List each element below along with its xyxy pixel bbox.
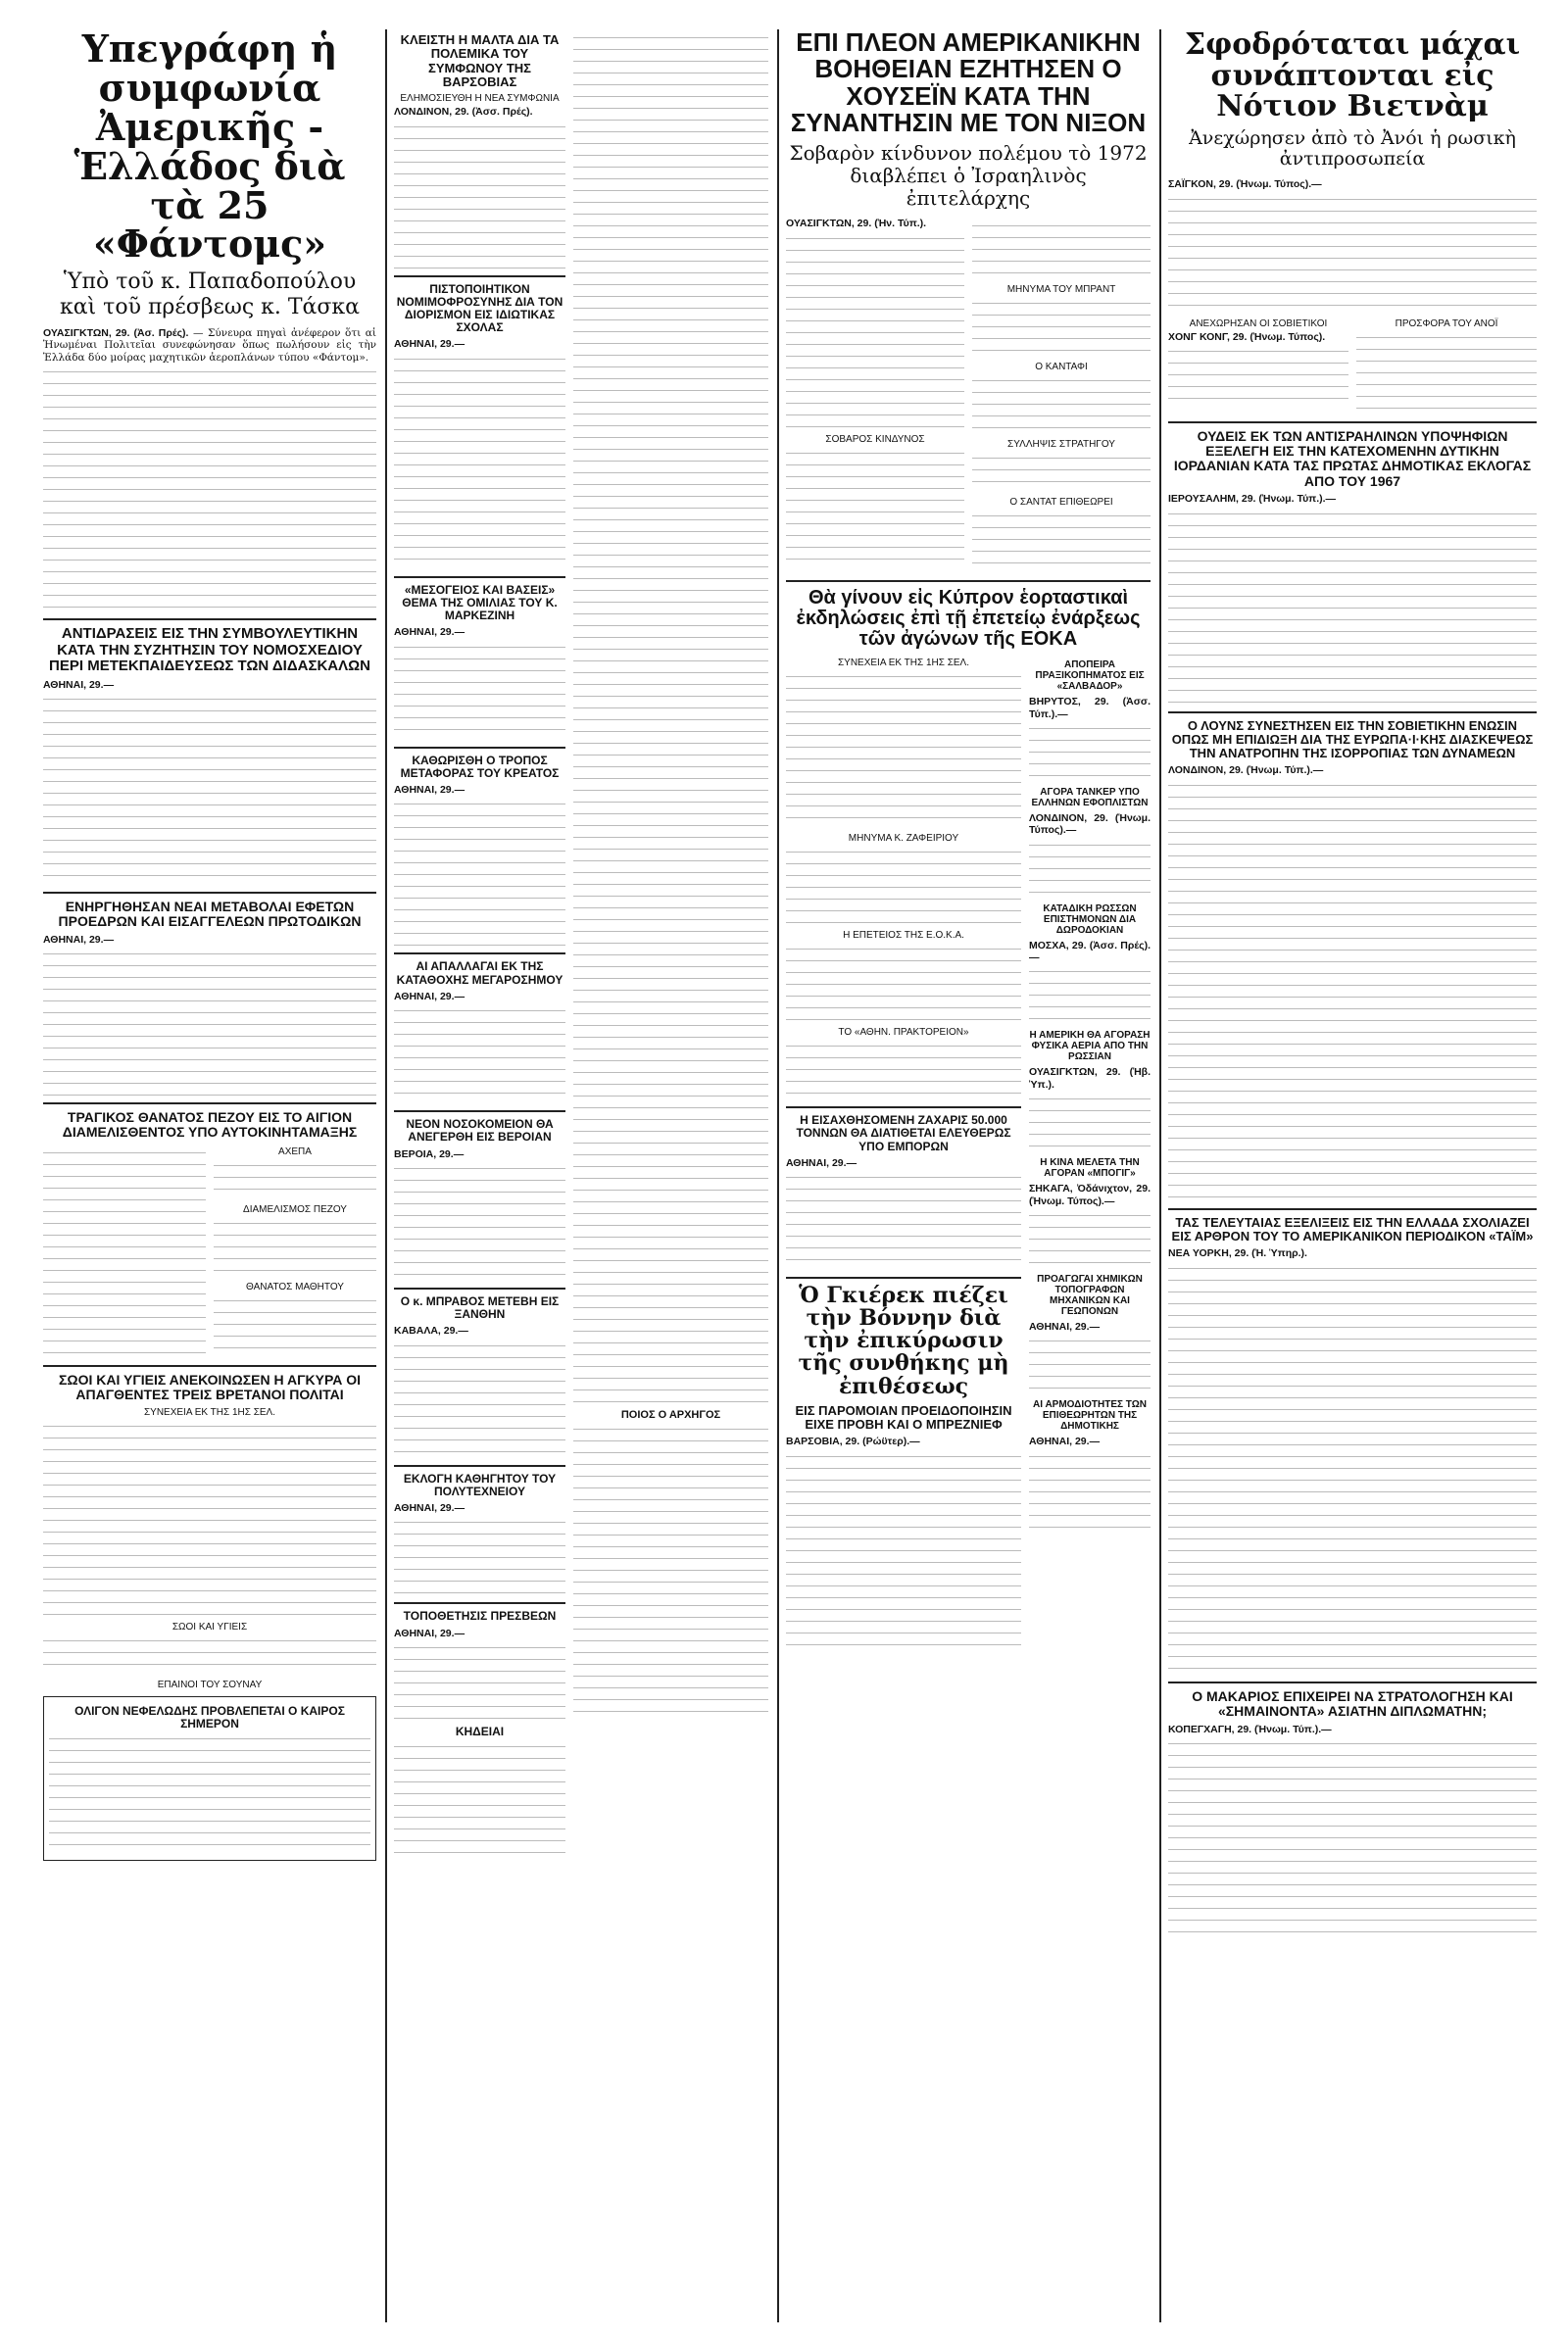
story-body: ΣΗΚΑΓΑ, Ὀδάνιχτον, 29. (Ἡνωμ. Τύπος).— [1029, 1183, 1153, 1207]
divider [43, 1102, 376, 1104]
story-headline: ΕΚΛΟΓΗ ΚΑΘΗΓΗΤΟΥ ΤΟΥ ΠΟΛΥΤΕΧΝΕΙΟΥ [403, 1471, 557, 1498]
article-text [786, 1452, 1021, 1648]
divider [394, 952, 565, 954]
story-headline: ΠΟΙΟΣ Ο ΑΡΧΗΓΟΣ [620, 1409, 721, 1421]
article-text [1168, 1739, 1537, 1935]
article-text [394, 1643, 565, 1722]
article-text [43, 1148, 206, 1354]
article-text [394, 643, 565, 741]
box-headline: ΚΛΕΙΣΤΗ Η ΜΑΛΤΑ ΔΙΑ ΤΑ ΠΟΛΕΜΙΚΑ ΤΟΥ ΣΥΜΦΩΝΟΥ ΤΗΣ ΒΑΡΣΟΒΙΑΣ [400, 32, 560, 89]
story-body: ΜΟΣΧΑ, 29. (Ἀσσ. Πρές).— [1029, 939, 1151, 964]
article-text [394, 800, 565, 947]
article-text [1168, 195, 1537, 313]
divider [394, 1602, 565, 1604]
story-body: ΚΑΒΑΛΑ, 29.— [394, 1325, 468, 1338]
article-text [49, 1734, 370, 1852]
section-kicker: ΣΥΝΕΧΕΙΑ ΕΚ ΤΗΣ 1ΗΣ ΣΕΛ. [837, 658, 970, 669]
divider [43, 892, 376, 894]
article-text [1168, 510, 1537, 706]
gierek-subhead: ΕΙΣ ΠΑΡΟΜΟΙΑΝ ΠΡΟΕΙΔΟΠΟΙΗΣΙΝ ΕΙΧΕ ΠΡΟΒΗ ΚΑΙ Ο ΜΠΡΕΖΝΙΕΦ [795, 1402, 1012, 1432]
story-headline: ΑΙ ΑΡΜΟΔΙΟΤΗΤΕΣ ΤΩΝ ΕΠΙΘΕΩΡΗΤΩΝ ΤΗΣ ΔΗΜΟΤΙΚΗΣ [1033, 1399, 1147, 1433]
divider [43, 1365, 376, 1367]
article-text [972, 512, 1151, 570]
article-text [43, 1422, 376, 1618]
story-body: ΟΥΑΣΙΓΚΤΩΝ, 29. (Ἡβ. Ὑπ.). [1029, 1066, 1153, 1091]
divider [786, 580, 1151, 582]
article-text [972, 376, 1151, 435]
divider [43, 618, 376, 620]
story-body: ΟΥΑΣΙΓΚΤΩΝ, 29. (Ἡν. Τύπ.). [786, 218, 927, 230]
column-rule [1159, 29, 1161, 2322]
divider [394, 1110, 565, 1112]
story-headline: Ο ΜΑΚΑΡΙΟΣ ΕΠΙΧΕΙΡΕΙ ΝΑ ΣΤΡΑΤΟΛΟΓΗΣΗ ΚΑΙ «ΣΗΜΑΙΝΟΝΤΑ» ΑΣΙΑΤΗΝ ΔΙΠΛΩΜΑΤΗΝ; [1192, 1687, 1513, 1720]
story-headline: Η ΑΜΕΡΙΚΗ ΘΑ ΑΓΟΡΑΣΗ ΦΥΣΙΚΑ ΑΕΡΙΑ ΑΠΟ ΤΗΝ ΡΩΣΣΙΑΝ [1029, 1030, 1151, 1063]
divider [1168, 711, 1537, 713]
section-kicker: ΣΩΟΙ ΚΑΙ ΥΓΙΕΙΣ [172, 1621, 248, 1633]
story-body: ΚΟΠΕΓΧΑΓΗ, 29. (Ἡνωμ. Τύπ.).— [1168, 1723, 1332, 1735]
article-text [394, 1164, 565, 1282]
story-body: ΑΘΗΝΑΙ, 29.— [786, 1156, 858, 1169]
article-text [972, 454, 1151, 493]
article-text [786, 234, 964, 430]
divider [1168, 421, 1537, 423]
story-headline: Ο ΛΟΥΝΣ ΣΥΝΕΣΤΗΣΕΝ ΕΙΣ ΤΗΝ ΣΟΒΙΕΤΙΚΗΝ ΕΝΩΣΙΝ ΟΠΩΣ ΜΗ ΕΠΙΔΙΩΞΗ ΔΙΑ ΤΗΣ ΕΥΡΩΠΑ·Ι·ΚΗΣ ΔΙΑΣΚΕΨΕΩΣ ΤΗΝ ΑΝΑΤΡΟΠΗΝ ΤΗΣ ΙΣΟΡΡΟΠΙΑΣ ΤΩΝ ΔΥΝΑΜΕΩΝ [1171, 717, 1534, 761]
article-text [214, 1161, 376, 1200]
column-4 [1168, 29, 1537, 2322]
divider [1168, 1682, 1537, 1683]
divider [786, 1106, 1021, 1108]
weather-box-title: ΟΛΙΓΟΝ ΝΕΦΕΛΩΔΗΣ ΠΡΟΒΛΕΠΕΤΑΙ Ο ΚΑΙΡΟΣ ΣΗΜΕΡΟΝ [74, 1703, 345, 1731]
story-body: ΑΘΗΝΑΙ, 29.— [1029, 1436, 1101, 1448]
story-headline: ΚΑΘΩΡΙΣΘΗ Ο ΤΡΟΠΟΣ ΜΕΤΑΦΟΡΑΣ ΤΟΥ ΚΡΕΑΤΟΣ [400, 753, 560, 780]
cyprus-headline: Θὰ γίνουν εἰς Κύπρον ἑορταστικαὶ ἐκδηλώσεις ἐπὶ τῇ ἐπετείῳ ἐνάρξεως τῶν ἀγώνων τῆς ΕΟΚΑ [796, 587, 1141, 651]
article-text [786, 672, 1021, 829]
story-headline: ΠΡΟΑΓΩΓΑΙ ΧΗΜΙΚΩΝ ΤΟΠΟΓΡΑΦΩΝ ΜΗΧΑΝΙΚΩΝ ΚΑΙ ΓΕΩΠΟΝΩΝ [1037, 1273, 1143, 1317]
column-2 [394, 29, 768, 2322]
section-kicker: ΕΠΑΙΝΟΙ ΤΟΥ ΣΟΥΝΑΥ [157, 1679, 263, 1690]
story-body: ΑΘΗΝΑΙ, 29.— [1029, 1320, 1101, 1333]
divider [394, 747, 565, 749]
story-body: ΑΘΗΝΑΙ, 29.— [394, 784, 466, 796]
story-headline: Ο κ. ΜΠΡΑΒΟΣ ΜΕΤΕΒΗ ΕΙΣ ΞΑΝΘΗΝ [400, 1293, 560, 1322]
story-headline: Η ΕΙΣΑΧΘΗΣΟΜΕΝΗ ΖΑΧΑΡΙΣ 50.000 ΤΟΝΝΩΝ ΘΑ ΔΙΑΤΙΘΕΤΑΙ ΕΛΕΥΘΕΡΩΣ ΥΠΟ ΕΜΠΟΡΩΝ [796, 1113, 1011, 1153]
divider [394, 576, 565, 578]
story-headline: ΕΝΗΡΓΗΘΗΣΑΝ ΝΕΑΙ ΜΕΤΑΒΟΛΑΙ ΕΦΕΤΩΝ ΠΡΟΕΔΡΩΝ ΚΑΙ ΕΙΣΑΓΓΕΛΕΩΝ ΠΡΩΤΟΔΙΚΩΝ [58, 898, 362, 930]
story-headline: ΠΙΣΤΟΠΟΙΗΤΙΚΟΝ ΝΟΜΙΜΟΦΡΟΣΥΝΗΣ ΔΙΑ ΤΟΝ ΔΙΟΡΙΣΜΟΝ ΕΙΣ ΙΔΙΩΤΙΚΑΣ ΣΧΟΛΑΣ [396, 281, 564, 335]
article-text [43, 1636, 376, 1676]
story-body: ΧΟΝΓ ΚΟΝΓ, 29. (Ἡνωμ. Τύπος). [1168, 330, 1326, 343]
section-kicker: ΕΛΗΜΟΣΙΕΥΘΗ Η ΝΕΑ ΣΥΜΦΩΝΙΑ [400, 93, 560, 105]
column-rule [385, 29, 387, 2322]
article-text [573, 1425, 768, 1719]
section-kicker: ΤΟ «ΑΘΗΝ. ΠΡΑΚΤΟΡΕΙΟΝ» [838, 1027, 969, 1039]
section-kicker: ΣΥΝΕΧΕΙΑ ΕΚ ΤΗΣ 1ΗΣ ΣΕΛ. [143, 1406, 276, 1418]
lead-subhead: Ἀνεχώρησεν ἀπὸ τὸ Ἀνόι ἡ ρωσικὴ ἀντιπροσωπεία [1189, 126, 1516, 171]
story-body: ΣΑΪΓΚΟΝ, 29. (Ἡνωμ. Τύπος).— [1168, 178, 1322, 191]
lead-headline: ΕΠΙ ΠΛΕΟΝ ΑΜΕΡΙΚΑΝΙΚΗΝ ΒΟΗΘΕΙΑΝ ΕΖΗΤΗΣΕΝ Ο ΧΟΥΣΕΪΝ ΚΑΤΑ ΤΗΝ ΣΥΝΑΝΤΗΣΙΝ ΜΕ ΤΟΝ ΝΙΞΟΝ [790, 27, 1147, 137]
article-text [214, 1296, 376, 1355]
story-body: ΑΘΗΝΑΙ, 29.— [394, 626, 466, 639]
story-headline: «ΜΕΣΟΓΕΙΟΣ ΚΑΙ ΒΑΣΕΙΣ» ΘΕΜΑ ΤΗΣ ΟΜΙΛΙΑΣ ΤΟΥ Κ. ΜΑΡΚΕΖΙΝΗ [402, 582, 558, 623]
story-body: ΒΑΡΣΟΒΙΑ, 29. (Ρώϋτερ).— [786, 1436, 920, 1448]
story-body: ΛΟΝΔΙΝΟΝ, 29. (Ἡνωμ. Τύπ.).— [1168, 764, 1324, 777]
story-headline: Η ΚΙΝΑ ΜΕΛΕΤΑ ΤΗΝ ΑΓΟΡΑΝ «ΜΠΟΓΙΓ» [1040, 1157, 1140, 1180]
article-text [972, 221, 1151, 280]
lead-body: ΟΥΑΣΙΓΚΤΩΝ, 29. (Ἀσ. Πρές). — Σύνευρα πηγαὶ ἀνέφερον ὅτι αἱ Ἡνωμέναι Πολιτεῖαι συνεφώνησαν ὅπως πωλήσουν εἰς τὴν Ἑλλάδα δύο μοίρας μαχητικῶν ἀεροπλάνων τύπου «Φάντομ». [43, 326, 380, 364]
article-text [394, 1006, 565, 1104]
lead-headline: Υπεγράφη ἡ συμφωνία Ἀμερικῆς - Ἑλλάδος διὰ τὰ 25 «Φάντομς» [74, 26, 346, 267]
section-kicker: ΠΡΟΣΦΟΡΑ ΤΟΥ ΑΝΟΪ [1395, 317, 1498, 329]
story-body: ΑΘΗΝΑΙ, 29.— [394, 1627, 466, 1639]
story-body: ΑΘΗΝΑΙ, 29.— [394, 1502, 466, 1514]
section-kicker: ΔΙΑΜΕΛΙΣΜΟΣ ΠΕΖΟΥ [243, 1203, 347, 1215]
article-text [43, 367, 376, 612]
story-body: ΛΟΝΔΙΝΟΝ, 29. (Ἡνωμ. Τύπος).— [1029, 811, 1153, 837]
article-text [1168, 347, 1348, 406]
article-text [1029, 1452, 1151, 1531]
column-3 [786, 29, 1151, 2322]
divider [394, 1465, 565, 1467]
section-kicker: ΑΝΕΧΩΡΗΣΑΝ ΟΙ ΣΟΒΙΕΤΙΚΟΙ [1189, 317, 1328, 329]
lead-dateline: ΟΥΑΣΙΓΚΤΩΝ, 29. (Ἀσ. Πρές). [43, 326, 189, 339]
article-text [1029, 841, 1151, 900]
article-text [786, 945, 1021, 1023]
story-headline: ΑΝΤΙΔΡΑΣΕΙΣ ΕΙΣ ΤΗΝ ΣΥΜΒΟΥΛΕΥΤΙΚΗΝ ΚΑΤΑ ΤΗΝ ΣΥΖΗΤΗΣΙΝ ΤΟΥ ΝΟΜΟΣΧΕΔΙΟΥ ΠΕΡΙ ΜΕΤΕΚΠΑΙΔΕΥΣΕΩΣ ΤΩΝ ΔΙΔΑΣΚΑΛΩΝ [49, 625, 370, 675]
article-text [1168, 781, 1537, 1202]
divider [786, 1277, 1021, 1279]
divider [1168, 1208, 1537, 1210]
article-text [786, 1042, 1021, 1100]
article-text [43, 950, 376, 1097]
section-kicker: ΜΗΝΥΜΑ Κ. ΖΑΦΕΙΡΙΟΥ [848, 833, 959, 845]
section-kicker: ΣΥΛΛΗΨΙΣ ΣΤΡΑΤΗΓΟΥ [1007, 439, 1115, 451]
section-kicker: Ο ΚΑΝΤΑΦΙ [1035, 362, 1088, 373]
story-body: ΝΕΑ ΥΟΡΚΗ, 29. (Ἡ. Ὑπηρ.). [1168, 1247, 1307, 1260]
section-kicker: ΜΗΝΥΜΑ ΤΟΥ ΜΠΡΑΝΤ [1006, 284, 1116, 296]
column-1 [43, 26, 380, 2322]
section-kicker: ΑΧΕΠΑ [278, 1146, 312, 1157]
article-text [1029, 1211, 1151, 1270]
gierek-headline: Ὁ Γκιέρεκ πιέζει τὴν Βόννην διὰ τὴν ἐπικύρωσιν τῆς συνθήκης μὴ ἐπιθέσεως [798, 1283, 1009, 1399]
story-headline: ΝΕΟΝ ΝΟΣΟΚΟΜΕΙΟΝ ΘΑ ΑΝΕΓΕΡΘΗ ΕΙΣ ΒΕΡΟΙΑΝ [406, 1117, 554, 1145]
story-headline: ΚΗΔΕΙΑΙ [455, 1724, 505, 1738]
article-text [972, 299, 1151, 358]
divider [394, 1288, 565, 1290]
story-body: ΑΘΗΝΑΙ, 29.— [394, 338, 466, 351]
section-kicker: Η ΕΠΕΤΕΙΟΣ ΤΗΣ Ε.Ο.Κ.Α. [843, 930, 964, 942]
article-text [1029, 967, 1151, 1026]
article-text [573, 33, 768, 1405]
article-text [786, 449, 964, 566]
story-headline: ΑΙ ΑΠΑΛΛΑΓΑΙ ΕΚ ΤΗΣ ΚΑΤΑΘΟΧΗΣ ΜΕΓΑΡΟΣΗΜΟΥ [396, 959, 564, 987]
section-kicker: Ο ΣΑΝΤΑΤ ΕΠΙΘΕΩΡΕΙ [1009, 497, 1113, 509]
article-text [394, 1341, 565, 1459]
article-text [786, 848, 1021, 926]
article-text [786, 1173, 1021, 1271]
story-body: ΒΕΡΟΙΑ, 29.— [394, 1147, 465, 1160]
story-body: ΑΘΗΝΑΙ, 29.— [43, 678, 115, 691]
story-headline: ΣΩΟΙ ΚΑΙ ΥΓΙΕΙΣ ΑΝΕΚΟΙΝΩΣΕΝ Η ΑΓΚΥΡΑ ΟΙ ΑΠΑΓΘΕΝΤΕΣ ΤΡΕΙΣ ΒΡΕΤΑΝΟΙ ΠΟΛΙΤΑΙ [58, 1371, 362, 1403]
section-kicker: ΘΑΝΑΤΟΣ ΜΑΘΗΤΟΥ [246, 1281, 344, 1292]
article-text [394, 1742, 565, 1860]
article-text [1029, 1095, 1151, 1153]
story-headline: ΤΟΠΟΘΕΤΗΣΙΣ ΠΡΕΣΒΕΩΝ [403, 1609, 557, 1624]
weather-box [43, 1696, 376, 1861]
article-text [394, 355, 565, 570]
story-body: ΑΘΗΝΑΙ, 29.— [394, 990, 466, 1002]
story-body: ΛΟΝΔΙΝΟΝ, 29. (Ἀσσ. Πρές). [394, 106, 533, 119]
story-body: ΑΘΗΝΑΙ, 29.— [43, 933, 115, 946]
article-text [43, 695, 376, 886]
story-headline: ΟΥΔΕΙΣ ΕΚ ΤΩΝ ΑΝΤΙΣΡΑΗΛΙΝΩΝ ΥΠΟΨΗΦΙΩΝ ΕΞΕΛΕΓΗ ΕΙΣ ΤΗΝ ΚΑΤΕΧΟΜΕΝΗΝ ΔΥΤΙΚΗΝ ΙΟΡΔΑΝΙΑΝ ΚΑΤΑ ΤΑΣ ΠΡΩΤΑΣ ΔΗΜΟΤΙΚΑΣ ΕΚΛΟΓΑΣ ΑΠΟ ΤΟΥ 1967 [1173, 427, 1532, 489]
divider [394, 275, 565, 277]
lead-headline: Σφοδρόταται μάχαι συνάπτονται εἰς Νότιον Βιετνὰμ [1184, 27, 1521, 123]
article-text [1168, 1264, 1537, 1676]
article-text [394, 122, 565, 269]
story-body: ΒΗΡΥΤΟΣ, 29. (Ἀσσ. Τύπ.).— [1029, 696, 1153, 720]
article-text [1029, 724, 1151, 783]
section-kicker: ΣΟΒΑΡΟΣ ΚΙΝΔΥΝΟΣ [825, 433, 925, 445]
story-headline: ΑΓΟΡΑ ΤΑΝΚΕΡ ΥΠΟ ΕΛΛΗΝΩΝ ΕΦΟΠΛΙΣΤΩΝ [1031, 786, 1149, 808]
article-text [394, 1518, 565, 1596]
story-headline: ΚΑΤΑΔΙΚΗ ΡΩΣΣΩΝ ΕΠΙΣΤΗΜΟΝΩΝ ΔΙΑ ΔΩΡΟΔΟΚΙΑΝ [1043, 902, 1137, 936]
story-headline: ΤΑΣ ΤΕΛΕΥΤΑΙΑΣ ΕΞΕΛΙΞΕΙΣ ΕΙΣ ΤΗΝ ΕΛΛΑΔΑ ΣΧΟΛΙΑΖΕΙ ΕΙΣ ΑΡΘΡΟΝ ΤΟΥ ΤΟ ΑΜΕΡΙΚΑΝΙΚΟΝ ΠΕΡΙΟΔΙΚΟΝ «ΤΑΪΜ» [1171, 1214, 1534, 1244]
lead-subhead: Ὑπὸ τοῦ κ. Παπαδοπούλου καὶ τοῦ πρέσβεως κ. Τάσκα [59, 269, 361, 319]
article-text [214, 1219, 376, 1278]
story-headline: ΑΠΟΠΕΙΡΑ ΠΡΑΞΙΚΟΠΗΜΑΤΟΣ ΕΙΣ «ΣΑΛΒΑΔΟΡ» [1035, 659, 1145, 693]
column-rule [777, 29, 779, 2322]
story-headline: ΤΡΑΓΙΚΟΣ ΘΑΝΑΤΟΣ ΠΕΖΟΥ ΕΙΣ ΤΟ ΑΙΓΙΟΝ ΔΙΑΜΕΛΙΣΘΕΝΤΟΣ ΥΠΟ ΑΥΤΟΚΙΝΗΤΑΜΑΞΗΣ [62, 1109, 358, 1141]
lead-subhead: Σοβαρὸν κίνδυνον πολέμου τὸ 1972 διαβλέπει ὁ Ἰσραηλινὸς ἐπιτελάρχης [789, 141, 1148, 211]
article-text [1356, 333, 1537, 412]
story-body: ΙΕΡΟΥΣΑΛΗΜ, 29. (Ἡνωμ. Τύπ.).— [1168, 493, 1337, 506]
article-text [1029, 1337, 1151, 1395]
